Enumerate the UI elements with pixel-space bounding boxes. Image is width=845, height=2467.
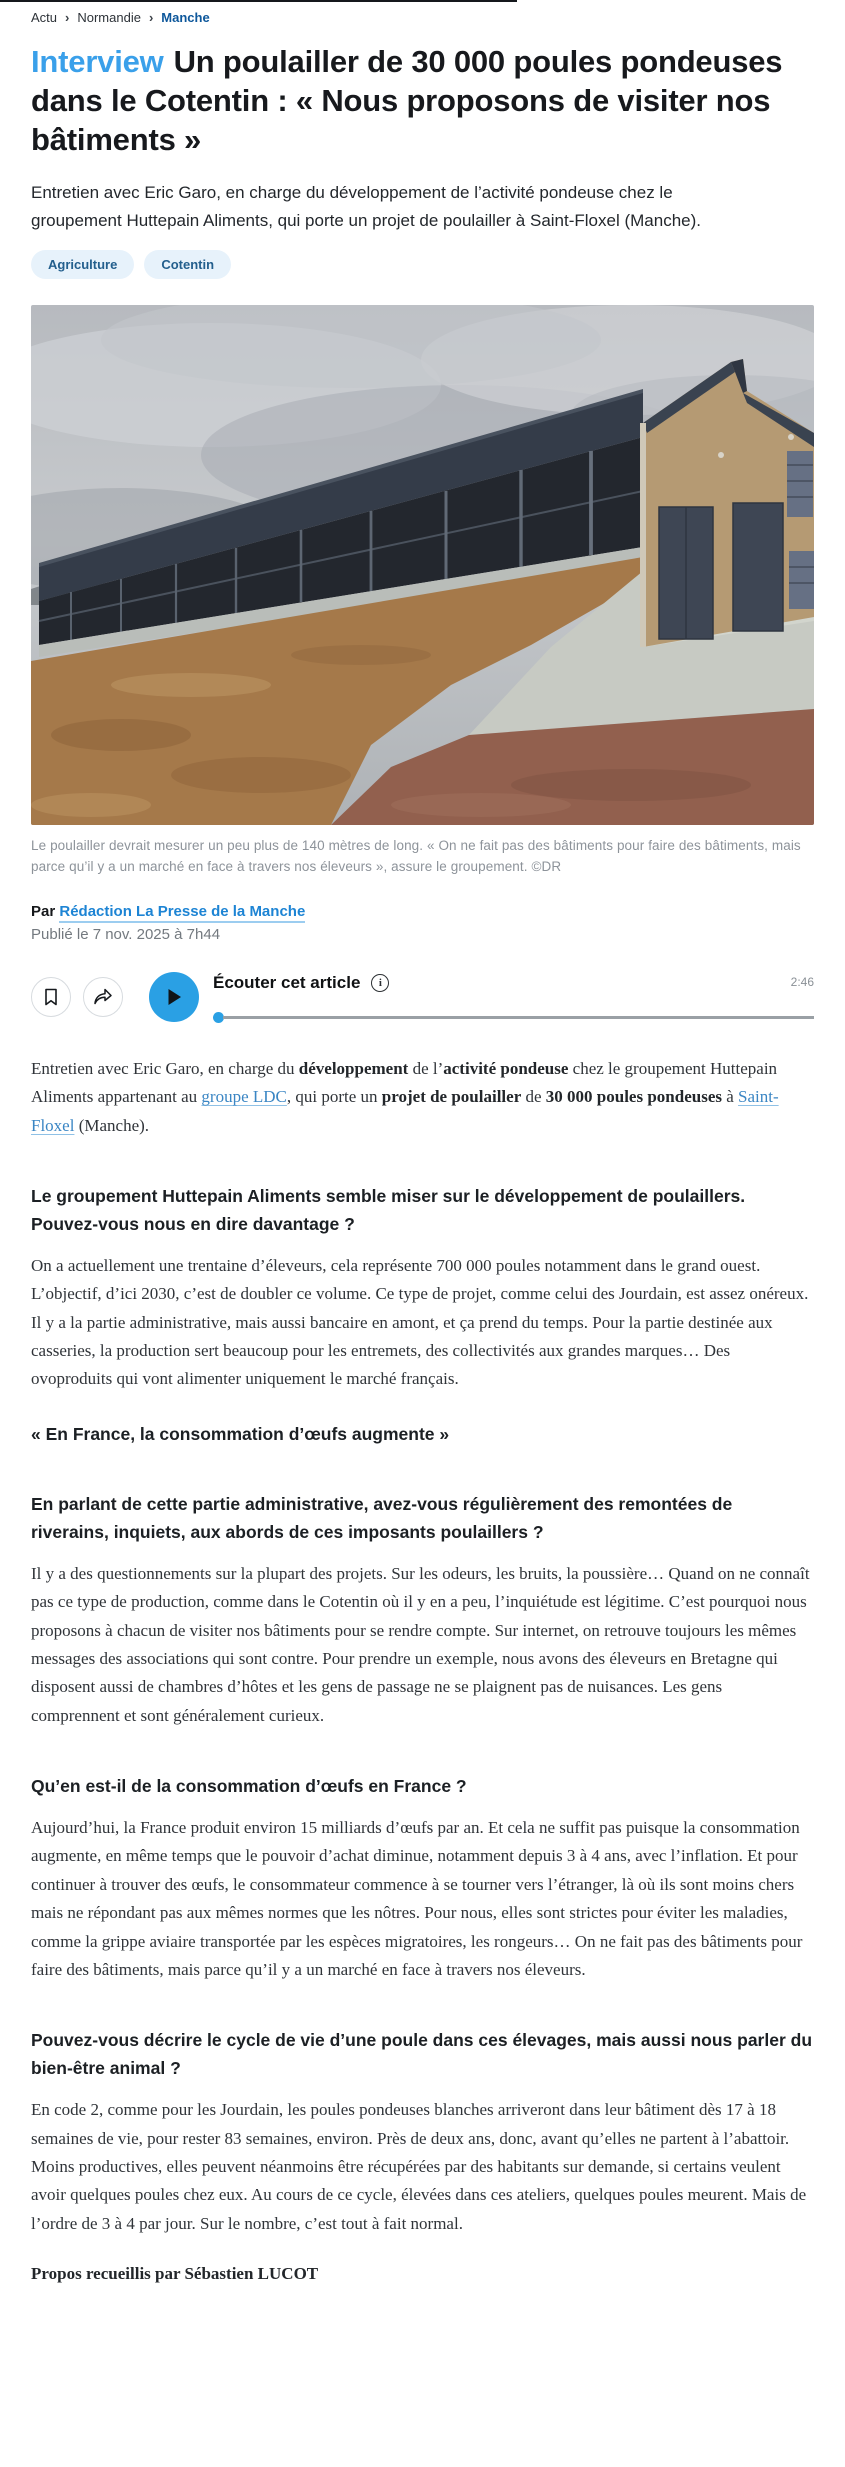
breadcrumb	[31, 0, 814, 25]
breadcrumb-item[interactable]: Manche	[161, 10, 210, 25]
article-paragraph	[31, 1252, 814, 1394]
article-link[interactable]: groupe LDC	[201, 1087, 287, 1107]
breadcrumb-item[interactable]: Normandie	[77, 10, 141, 25]
share-icon	[93, 988, 113, 1005]
pull-quote: « En France, la consommation d’œufs augmente »	[31, 1423, 450, 1444]
bold-text: projet de poulailler	[381, 1087, 522, 1107]
audio-label	[213, 973, 389, 993]
article-lede: Entretien avec Eric Garo, en charge du développement de l’activité pondeuse chez le groupement Huttepain Aliments, qui porte un projet de poulailler à Saint-Floxel (Manche).	[31, 183, 701, 230]
photo-caption: Le poulailler devrait mesurer un peu plus de 140 mètres de long. « On ne fait pas des bâtiments pour faire des bâtiments, mais parce qu’il y a un marché en face à travers nos éleveurs », assure le groupement. ©DR	[31, 838, 801, 874]
title-text: Un poulailler de 30 000 poules pondeuses dans le Cotentin : « Nous proposons de visiter nos bâtiments »	[31, 44, 783, 157]
author-link[interactable]: Rédaction La Presse de la Manche	[59, 903, 305, 923]
article-body	[31, 1055, 814, 2284]
page-title	[31, 43, 814, 159]
play-button[interactable]	[149, 972, 199, 1022]
bold-text: développement	[298, 1058, 409, 1078]
article-signature: Propos recueillis par Sébastien LUCOT	[31, 2264, 319, 2284]
plain-text: En code 2, comme pour les Jourdain, les poules pondeuses blanches arriveront dans leur bâtiment dès 17 à 18 semaines de vie, pour rester 83 semaines, environ. Près de deux ans, donc, avant qu’elles ne partent à l’abattoir. Moins productives, elles peuvent néanmoins être récupérées par des habitants sur demande, si certains veulent avoir quelques poules chez eux. Au cours de ce cycle, élevées dans ces ateliers, quelques poules meurent. Mais de l’ordre de 3 à 4 par jour. Sur le nombre, c’est tout à fait normal.	[31, 2100, 807, 2233]
tag-pill[interactable]: Agriculture	[31, 250, 134, 279]
info-icon[interactable]: i	[371, 974, 389, 992]
audio-label-text: Écouter cet article	[213, 972, 361, 992]
tag-list	[31, 250, 814, 279]
bold-text: activité pondeuse	[443, 1058, 569, 1078]
audio-progress-bar[interactable]	[213, 1012, 814, 1023]
share-button[interactable]	[83, 977, 123, 1017]
interview-question: Pouvez-vous décrire le cycle de vie d’une poule dans ces élevages, mais aussi nous parler du bien-être animal ?	[31, 2030, 813, 2079]
interview-question: Le groupement Huttepain Aliments semble miser sur le développement de poulaillers. Pouvez-vous nous en dire davantage ?	[31, 1185, 746, 1234]
plain-text: Entretien avec Eric Garo, en charge du	[31, 1058, 299, 1078]
plain-text: à	[721, 1087, 739, 1107]
byline	[31, 903, 814, 920]
audio-player	[31, 971, 814, 1023]
plain-text: Il y a des questionnements sur la plupart des projets. Sur les odeurs, les bruits, la poussière… Quand on ne connaît pas ce type de production, comme dans le Cotentin où il y en a peu, l’inquiétude est légitime. C’est pourquoi nous proposons à chacun de visiter nos bâtiments pour se rendre compte. Sur internet, on retrouve toujours les mêmes messages des associations qui sont contre. Pour prendre un exemple, nous avons des éleveurs en Bretagne qui disposent aussi de chambres d’hôtes et les gens de passage ne se plaignent pas de nuisances. Les gens comprennent et sont généralement curieux.	[31, 1563, 810, 1725]
article-paragraph	[31, 1560, 814, 1730]
article-figure	[31, 305, 814, 877]
bookmark-button[interactable]	[31, 977, 71, 1017]
article-link[interactable]: Saint-Floxel	[31, 1087, 779, 1135]
tag-pill[interactable]: Cotentin	[144, 250, 231, 279]
audio-main	[213, 971, 814, 1023]
article-paragraph	[31, 2096, 814, 2238]
article-photo	[31, 305, 814, 825]
interview-question: Qu’en est-il de la consommation d’œufs en France ?	[31, 1776, 467, 1797]
audio-duration: 2:46	[790, 974, 814, 989]
header-bottom-edge	[0, 0, 517, 2]
play-icon	[165, 987, 183, 1007]
interview-question: En parlant de cette partie administrative, avez-vous régulièrement des remontées de riverains, inquiets, aux abords de ces imposants poulaillers ?	[31, 1493, 733, 1542]
plain-text: (Manche).	[74, 1115, 150, 1135]
plain-text: , qui porte un	[286, 1087, 382, 1107]
plain-text: Aujourd’hui, la France produit environ 15 milliards d’œufs par an. Et cela ne suffit pas puisque la consommation augmente, en même temps que le pouvoir d’achat diminue, notamment depuis 3 à 4 ans, avec l’inflation. Et pour continuer à trouver des œufs, le consommateur commence à se tourner vers l’étranger, là où ils sont moins chers mais ne répondant pas aux mêmes normes que les nôtres. Pour nous, elles sont strictes pour éviter les maladies, comme la grippe aviaire transportée par les espèces migratoires, les rongeurs… On ne fait pas des bâtiments pour faire des bâtiments, mais parce qu’il y a un marché en face à travers nos éleveurs.	[31, 1818, 803, 1979]
breadcrumb-item[interactable]: Actu	[31, 10, 58, 25]
bold-text: 30 000 poules pondeuses	[545, 1087, 722, 1107]
plain-text: de l’	[408, 1058, 444, 1078]
bookmark-icon	[43, 988, 59, 1006]
plain-text: de	[521, 1087, 546, 1107]
publish-date: Publié le 7 nov. 2025 à 7h44	[31, 925, 221, 943]
breadcrumb-separator-icon: ›	[65, 10, 70, 25]
breadcrumb-separator-icon: ›	[148, 10, 154, 25]
plain-text: chez le groupement Huttepain Aliments appartenant au	[31, 1058, 778, 1107]
byline-prefix: Par	[31, 902, 56, 920]
plain-text: On a actuellement une trentaine d’éleveurs, cela représente 700 000 poules notamment dans le grand ouest. L’objectif, d’ici 2030, c’est de doubler ce volume. Ce type de projet, comme celui des Jourdain, est assez onéreux. Il y a la partie administrative, mais aussi bancaire en amont, et ça prend du temps. Pour la partie destinée aux casseries, la production sert beaucoup pour les entremets, des collectivités aux grandes marques… Des ovoproduits qui vont alimenter uniquement le marché français.	[31, 1255, 809, 1389]
kicker-label: Interview	[31, 44, 164, 79]
article-paragraph	[31, 1814, 814, 1984]
progress-track	[223, 1016, 814, 1019]
article-paragraph	[31, 1055, 814, 1140]
